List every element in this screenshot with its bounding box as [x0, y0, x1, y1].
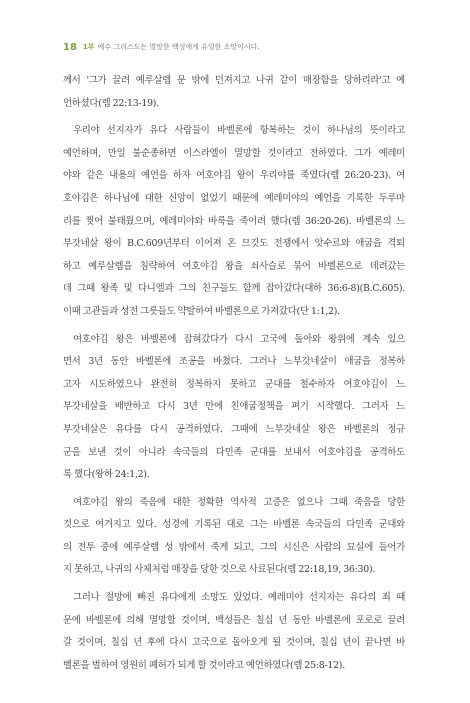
- text-line: 여호야김 왕은 바벨론에 잡혀갔다가 다시 고국에 돌아와 왕위에 계속 있으: [73, 333, 405, 345]
- text-line: 지 못하고, 나귀의 사체처럼 매장을 당한 것으로 사료된다(렘 22:18,19, 36:30).: [63, 564, 376, 576]
- text-line: 하고 예루살렘을 침략하여 여호야김 왕을 쇠사슬로 묶어 바벨론으로 데려갔는: [63, 260, 405, 272]
- running-header: [63, 41, 423, 54]
- text-line: 리를 찢어 불태웠으며, 예레미야와 바룩을 죽이려 했다(렘 36:20-26). 바벨론의 느: [63, 215, 405, 227]
- text-line: 부갓네살을 배반하고 다시 3년 만에 친애굽정책을 펴기 시작했다. 그러자 느: [63, 401, 405, 413]
- text-line: 면서 3년 동안 바벨론에 조공을 바쳤다. 그러나 느부갓네살이 애굽을 정복하: [63, 356, 405, 368]
- text-line: 언하셨다(렘 22:13-19).: [63, 97, 159, 109]
- text-line: 의 전투 중에 예루살렘 성 밖에서 죽게 되고, 그의 시신은 사람의 묘실에 들어가: [63, 541, 405, 553]
- text-line: 데 그때 왕족 및 다니엘과 그의 친구들도 함께 잡아갔다(대하 36:6-8)(B.C.605).: [63, 283, 405, 295]
- text-line: 호야김은 하나님에 대한 신앙이 없었기 때문에 예레미야의 예언을 기록한 두루마: [63, 192, 405, 204]
- text-line: 우리야 선지자가 유다 사람들이 바벨론에 항복하는 것이 하나님의 뜻이라고: [73, 125, 405, 137]
- text-line: 것으로 여겨지고 있다. 성경에 기록된 대로 그는 바벨론 속국들의 다민족 군대와: [63, 519, 405, 531]
- text-line: 부갓네살은 유다를 다시 공격하였다. 그때에 느부갓네살 왕은 바벨론의 정규: [63, 423, 405, 435]
- text-line: 고자 시도하였으나 완전히 정복하지 못하고 군대를 철수하자 여호야김이 느: [63, 378, 405, 390]
- paragraph-4: [63, 492, 405, 582]
- text-line: 께서 '그가 끌려 예루살렘 문 밖에 던져지고 나귀 같이 매장함을 당하리라'고 예: [63, 75, 405, 86]
- text-line: 문에 바벨론에 의해 멸망할 것이며, 백성들은 칠십 년 동안 바벨론에 포로로 끌려: [63, 614, 405, 626]
- text-line: 부갓네살 왕이 B.C.609년부터 이어져 온 므깃도 전쟁에서 앗수르와 애굽을 격퇴: [63, 238, 405, 250]
- paragraph-1: [63, 70, 405, 115]
- body-text: [63, 70, 405, 677]
- chapter-title: 예수 그리스도는 멸망한 백성에게 유일한 소망이시다.: [97, 43, 260, 51]
- text-line: 야와 같은 내용의 예언을 하자 여호야김 왕이 우리야를 죽였다(렘 26:20-23). 여: [63, 170, 405, 182]
- text-line: 벨론을 벌하여 영원히 폐허가 되게 할 것이라고 예언하였다(렘 25:8-12).: [63, 659, 345, 671]
- paragraph-2: [63, 120, 405, 323]
- paragraph-5: [63, 587, 405, 677]
- text-line: 갈 것이며, 칠십 년 후에 다시 고국으로 돌아오게 될 것이며, 칠십 년이 끝나면 바: [63, 637, 405, 649]
- text-line: 이때 고관들과 성전 그릇들도 약탈하여 바벨론으로 가져갔다(단 1:1,2).: [63, 305, 340, 317]
- text-line: 록 했다(왕하 24:1,2).: [63, 469, 150, 481]
- paragraph-3: [63, 329, 405, 487]
- text-line: 군을 보낸 것이 아니라 속국들의 다민족 군대를 보내서 여호야김을 공격하도: [63, 446, 405, 458]
- text-line: 그러나 절망에 빠진 유다에게 소망도 있었다. 예레미야 선지자는 유다의 죄 때: [73, 592, 405, 604]
- text-line: 여호야김 왕의 죽음에 대한 정확한 역사적 고증은 없으나 그때 죽음을 당한: [73, 496, 405, 508]
- page-number: 18: [63, 42, 77, 53]
- text-line: 예언하며, 만일 불순종하면 이스라엘이 멸망할 것이라고 전하였다. 그가 예레미: [63, 147, 405, 159]
- chapter-marker: 1부: [82, 43, 95, 51]
